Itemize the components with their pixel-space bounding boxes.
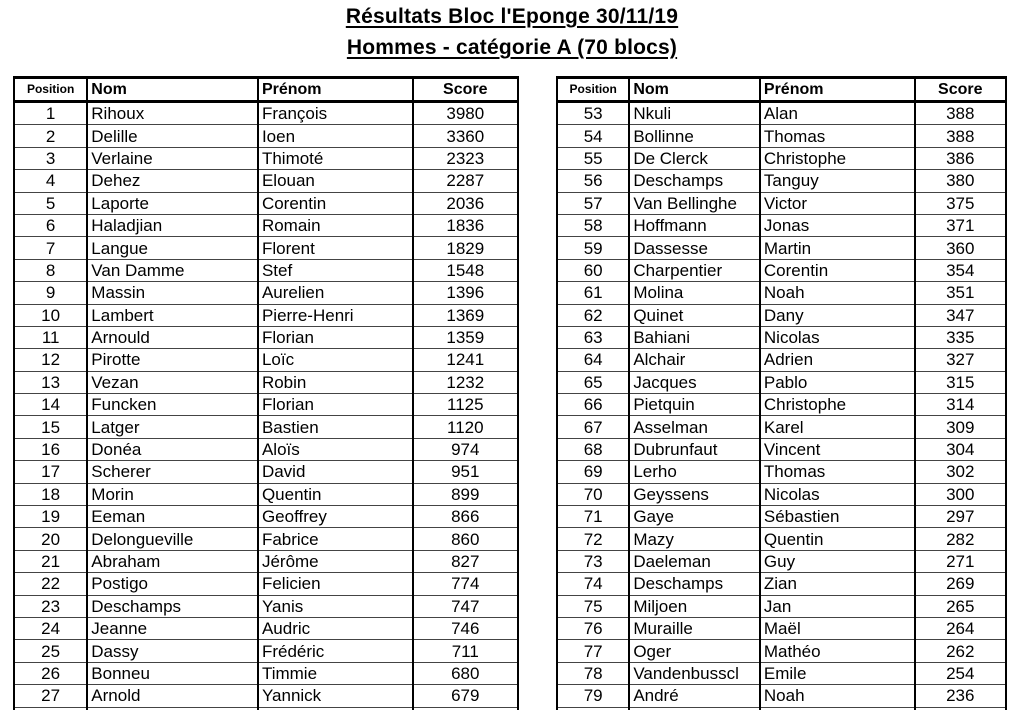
nom-cell: Nkuli (629, 102, 760, 125)
position-cell: 73 (557, 550, 629, 572)
prenom-cell: Florent (258, 237, 413, 259)
prenom-cell: Pablo (760, 371, 915, 393)
score-cell: 1548 (413, 259, 518, 281)
table-row (557, 102, 1006, 125)
nom-cell: Bollinne (629, 125, 760, 147)
table-row (14, 192, 518, 214)
score-cell: 297 (915, 506, 1006, 528)
nom-cell: Asselman (629, 416, 760, 438)
prenom-cell: Nicolas (760, 326, 915, 348)
score-cell: 327 (915, 349, 1006, 371)
column-header-score: Score (413, 78, 518, 102)
nom-cell: Vandenbusscl (629, 662, 760, 684)
prenom-cell: Geoffrey (258, 506, 413, 528)
position-cell: 71 (557, 506, 629, 528)
prenom-cell: Karel (760, 416, 915, 438)
score-cell: 351 (915, 282, 1006, 304)
position-cell: 67 (557, 416, 629, 438)
score-cell: 827 (413, 550, 518, 572)
table-header-row (14, 78, 518, 102)
score-cell: 951 (413, 461, 518, 483)
score-cell: 3360 (413, 125, 518, 147)
column-header-position: Position (557, 78, 629, 102)
nom-cell: Scherer (87, 461, 258, 483)
score-cell: 899 (413, 483, 518, 505)
position-cell: 18 (14, 483, 87, 505)
prenom-cell: Victor (760, 192, 915, 214)
prenom-cell: Fabrice (258, 528, 413, 550)
nom-cell: Haladjian (87, 214, 258, 236)
nom-cell: Deschamps (629, 573, 760, 595)
table-row (557, 662, 1006, 684)
nom-cell: Deschamps (87, 595, 258, 617)
score-cell: 746 (413, 617, 518, 639)
nom-cell: Vezan (87, 371, 258, 393)
score-cell: 1836 (413, 214, 518, 236)
nom-cell: Hoffmann (629, 214, 760, 236)
prenom-cell: Pierre-Henri (258, 304, 413, 326)
nom-cell: Van Bellinghe (629, 192, 760, 214)
table-row (14, 685, 518, 707)
score-cell: 1396 (413, 282, 518, 304)
prenom-cell: Noah (760, 685, 915, 707)
column-header-prenom: Prénom (258, 78, 413, 102)
position-cell: 77 (557, 640, 629, 662)
score-cell: 679 (413, 685, 518, 707)
score-cell: 388 (915, 125, 1006, 147)
table-row (14, 595, 518, 617)
table-row (14, 662, 518, 684)
page-title: Résultats Bloc l'Eponge 30/11/19 (345, 5, 679, 28)
score-cell: 711 (413, 640, 518, 662)
prenom-cell: Jonas (760, 214, 915, 236)
position-cell: 59 (557, 237, 629, 259)
prenom-cell: Bastien (258, 416, 413, 438)
nom-cell: Abraham (87, 550, 258, 572)
nom-cell: Rihoux (87, 102, 258, 125)
position-cell: 65 (557, 371, 629, 393)
prenom-cell: David (258, 461, 413, 483)
column-header-position: Position (14, 78, 87, 102)
table-row (557, 528, 1006, 550)
score-cell: 1829 (413, 237, 518, 259)
table-row (14, 506, 518, 528)
table-row (14, 461, 518, 483)
prenom-cell: Frédéric (258, 640, 413, 662)
prenom-cell: Jérôme (258, 550, 413, 572)
table-row (14, 528, 518, 550)
position-cell: 11 (14, 326, 87, 348)
nom-cell: Bahiani (629, 326, 760, 348)
table-row (557, 506, 1006, 528)
nom-cell: Pietquin (629, 394, 760, 416)
prenom-cell: Thomas (760, 461, 915, 483)
results-table-right (556, 76, 1007, 710)
prenom-cell: Sébastien (760, 506, 915, 528)
position-cell: 68 (557, 438, 629, 460)
prenom-cell: Aloïs (258, 438, 413, 460)
table-row (14, 617, 518, 639)
prenom-cell: Martin (760, 237, 915, 259)
position-cell: 62 (557, 304, 629, 326)
position-cell: 22 (14, 573, 87, 595)
prenom-cell: Audric (258, 617, 413, 639)
nom-cell: Eeman (87, 506, 258, 528)
table-row (14, 640, 518, 662)
table-row (557, 685, 1006, 707)
position-cell: 6 (14, 214, 87, 236)
nom-cell: Quinet (629, 304, 760, 326)
column-header-score: Score (915, 78, 1006, 102)
score-cell: 315 (915, 371, 1006, 393)
nom-cell: Laporte (87, 192, 258, 214)
nom-cell: Charpentier (629, 259, 760, 281)
prenom-cell: Dany (760, 304, 915, 326)
position-cell: 54 (557, 125, 629, 147)
column-header-nom: Nom (87, 78, 258, 102)
table-row (14, 125, 518, 147)
position-cell: 58 (557, 214, 629, 236)
nom-cell: Postigo (87, 573, 258, 595)
nom-cell: Miljoen (629, 595, 760, 617)
score-cell: 371 (915, 214, 1006, 236)
table-row (14, 259, 518, 281)
table-row (557, 371, 1006, 393)
score-cell: 254 (915, 662, 1006, 684)
score-cell: 1120 (413, 416, 518, 438)
score-cell: 304 (915, 438, 1006, 460)
nom-cell: Pirotte (87, 349, 258, 371)
position-cell: 15 (14, 416, 87, 438)
score-cell: 860 (413, 528, 518, 550)
table-row (557, 125, 1006, 147)
score-cell: 1232 (413, 371, 518, 393)
position-cell: 20 (14, 528, 87, 550)
position-cell: 10 (14, 304, 87, 326)
table-row (14, 170, 518, 192)
table-row (557, 282, 1006, 304)
position-cell: 8 (14, 259, 87, 281)
results-table-left (13, 76, 519, 710)
prenom-cell: Thomas (760, 125, 915, 147)
nom-cell: Deschamps (629, 170, 760, 192)
nom-cell: Massin (87, 282, 258, 304)
prenom-cell: Noah (760, 282, 915, 304)
score-cell: 3980 (413, 102, 518, 125)
table-row (557, 461, 1006, 483)
prenom-cell: Felicien (258, 573, 413, 595)
position-cell: 72 (557, 528, 629, 550)
table-row (14, 550, 518, 572)
table-row (14, 214, 518, 236)
nom-cell: De Clerck (629, 147, 760, 169)
position-cell: 5 (14, 192, 87, 214)
table-row (14, 237, 518, 259)
position-cell: 57 (557, 192, 629, 214)
position-cell: 69 (557, 461, 629, 483)
table-row (557, 483, 1006, 505)
table-row (557, 170, 1006, 192)
prenom-cell: Jan (760, 595, 915, 617)
prenom-cell: Zian (760, 573, 915, 595)
position-cell: 53 (557, 102, 629, 125)
position-cell: 26 (14, 662, 87, 684)
prenom-cell: Vincent (760, 438, 915, 460)
nom-cell: Daeleman (629, 550, 760, 572)
nom-cell: Dassy (87, 640, 258, 662)
nom-cell: Latger (87, 416, 258, 438)
nom-cell: Bonneu (87, 662, 258, 684)
score-cell: 774 (413, 573, 518, 595)
nom-cell: André (629, 685, 760, 707)
position-cell: 56 (557, 170, 629, 192)
score-cell: 265 (915, 595, 1006, 617)
prenom-cell: Stef (258, 259, 413, 281)
score-cell: 386 (915, 147, 1006, 169)
score-cell: 347 (915, 304, 1006, 326)
position-cell: 7 (14, 237, 87, 259)
position-cell: 61 (557, 282, 629, 304)
nom-cell: Van Damme (87, 259, 258, 281)
prenom-cell: Florian (258, 326, 413, 348)
prenom-cell: Loïc (258, 349, 413, 371)
prenom-cell: Emile (760, 662, 915, 684)
prenom-cell: Christophe (760, 147, 915, 169)
nom-cell: Lambert (87, 304, 258, 326)
prenom-cell: Yannick (258, 685, 413, 707)
score-cell: 354 (915, 259, 1006, 281)
table-row (14, 416, 518, 438)
position-cell: 70 (557, 483, 629, 505)
position-cell: 66 (557, 394, 629, 416)
table-row (14, 483, 518, 505)
table-row (557, 617, 1006, 639)
score-cell: 974 (413, 438, 518, 460)
score-cell: 1125 (413, 394, 518, 416)
prenom-cell: Alan (760, 102, 915, 125)
prenom-cell: Ioen (258, 125, 413, 147)
position-cell: 55 (557, 147, 629, 169)
position-cell: 16 (14, 438, 87, 460)
prenom-cell: Corentin (258, 192, 413, 214)
score-cell: 271 (915, 550, 1006, 572)
nom-cell: Arnold (87, 685, 258, 707)
prenom-cell: Corentin (760, 259, 915, 281)
page-subtitle: Hommes - catégorie A (70 blocs) (346, 36, 678, 59)
nom-cell: Morin (87, 483, 258, 505)
nom-cell: Funcken (87, 394, 258, 416)
nom-cell: Delille (87, 125, 258, 147)
table-row (557, 438, 1006, 460)
score-cell: 1369 (413, 304, 518, 326)
position-cell: 12 (14, 349, 87, 371)
nom-cell: Muraille (629, 617, 760, 639)
table-row (557, 349, 1006, 371)
prenom-cell: Elouan (258, 170, 413, 192)
table-row (557, 237, 1006, 259)
nom-cell: Verlaine (87, 147, 258, 169)
position-cell: 4 (14, 170, 87, 192)
prenom-cell: François (258, 102, 413, 125)
table-row (557, 595, 1006, 617)
position-cell: 24 (14, 617, 87, 639)
score-cell: 360 (915, 237, 1006, 259)
nom-cell: Dubrunfaut (629, 438, 760, 460)
nom-cell: Geyssens (629, 483, 760, 505)
position-cell: 14 (14, 394, 87, 416)
score-cell: 335 (915, 326, 1006, 348)
table-row (557, 304, 1006, 326)
position-cell: 21 (14, 550, 87, 572)
prenom-cell: Nicolas (760, 483, 915, 505)
prenom-cell: Romain (258, 214, 413, 236)
table-row (557, 416, 1006, 438)
nom-cell: Donéa (87, 438, 258, 460)
position-cell: 76 (557, 617, 629, 639)
nom-cell: Langue (87, 237, 258, 259)
score-cell: 264 (915, 617, 1006, 639)
position-cell: 9 (14, 282, 87, 304)
position-cell: 60 (557, 259, 629, 281)
score-cell: 680 (413, 662, 518, 684)
table-row (557, 192, 1006, 214)
nom-cell: Lerho (629, 461, 760, 483)
score-cell: 236 (915, 685, 1006, 707)
table-row (14, 304, 518, 326)
table-row (557, 147, 1006, 169)
table-row (14, 438, 518, 460)
table-row (557, 394, 1006, 416)
table-row (557, 214, 1006, 236)
prenom-cell: Aurelien (258, 282, 413, 304)
column-header-prenom: Prénom (760, 78, 915, 102)
position-cell: 1 (14, 102, 87, 125)
position-cell: 19 (14, 506, 87, 528)
table-row (557, 326, 1006, 348)
score-cell: 302 (915, 461, 1006, 483)
position-cell: 79 (557, 685, 629, 707)
score-cell: 380 (915, 170, 1006, 192)
score-cell: 314 (915, 394, 1006, 416)
score-cell: 2323 (413, 147, 518, 169)
score-cell: 282 (915, 528, 1006, 550)
nom-cell: Jeanne (87, 617, 258, 639)
nom-cell: Gaye (629, 506, 760, 528)
prenom-cell: Yanis (258, 595, 413, 617)
prenom-cell: Robin (258, 371, 413, 393)
position-cell: 13 (14, 371, 87, 393)
position-cell: 25 (14, 640, 87, 662)
prenom-cell: Timmie (258, 662, 413, 684)
prenom-cell: Thimoté (258, 147, 413, 169)
prenom-cell: Guy (760, 550, 915, 572)
nom-cell: Delongueville (87, 528, 258, 550)
score-cell: 262 (915, 640, 1006, 662)
prenom-cell: Adrien (760, 349, 915, 371)
prenom-cell: Quentin (760, 528, 915, 550)
nom-cell: Molina (629, 282, 760, 304)
table-row (14, 573, 518, 595)
table-row (14, 349, 518, 371)
nom-cell: Dehez (87, 170, 258, 192)
nom-cell: Oger (629, 640, 760, 662)
table-row (14, 371, 518, 393)
score-cell: 2287 (413, 170, 518, 192)
score-cell: 300 (915, 483, 1006, 505)
table-row (14, 147, 518, 169)
score-cell: 388 (915, 102, 1006, 125)
table-row (557, 640, 1006, 662)
position-cell: 17 (14, 461, 87, 483)
nom-cell: Dassesse (629, 237, 760, 259)
position-cell: 75 (557, 595, 629, 617)
table-row (557, 573, 1006, 595)
position-cell: 3 (14, 147, 87, 169)
nom-cell: Mazy (629, 528, 760, 550)
table-header-row (557, 78, 1006, 102)
position-cell: 27 (14, 685, 87, 707)
prenom-cell: Florian (258, 394, 413, 416)
position-cell: 78 (557, 662, 629, 684)
score-cell: 1241 (413, 349, 518, 371)
nom-cell: Jacques (629, 371, 760, 393)
score-cell: 269 (915, 573, 1006, 595)
table-row (14, 394, 518, 416)
nom-cell: Alchair (629, 349, 760, 371)
position-cell: 64 (557, 349, 629, 371)
table-row (14, 102, 518, 125)
prenom-cell: Christophe (760, 394, 915, 416)
score-cell: 375 (915, 192, 1006, 214)
prenom-cell: Tanguy (760, 170, 915, 192)
score-cell: 1359 (413, 326, 518, 348)
score-cell: 866 (413, 506, 518, 528)
score-cell: 747 (413, 595, 518, 617)
table-row (14, 282, 518, 304)
position-cell: 74 (557, 573, 629, 595)
table-row (557, 550, 1006, 572)
score-cell: 2036 (413, 192, 518, 214)
table-row (557, 259, 1006, 281)
prenom-cell: Quentin (258, 483, 413, 505)
prenom-cell: Maël (760, 617, 915, 639)
score-cell: 309 (915, 416, 1006, 438)
table-row (14, 326, 518, 348)
position-cell: 23 (14, 595, 87, 617)
nom-cell: Arnould (87, 326, 258, 348)
position-cell: 63 (557, 326, 629, 348)
column-header-nom: Nom (629, 78, 760, 102)
prenom-cell: Mathéo (760, 640, 915, 662)
position-cell: 2 (14, 125, 87, 147)
